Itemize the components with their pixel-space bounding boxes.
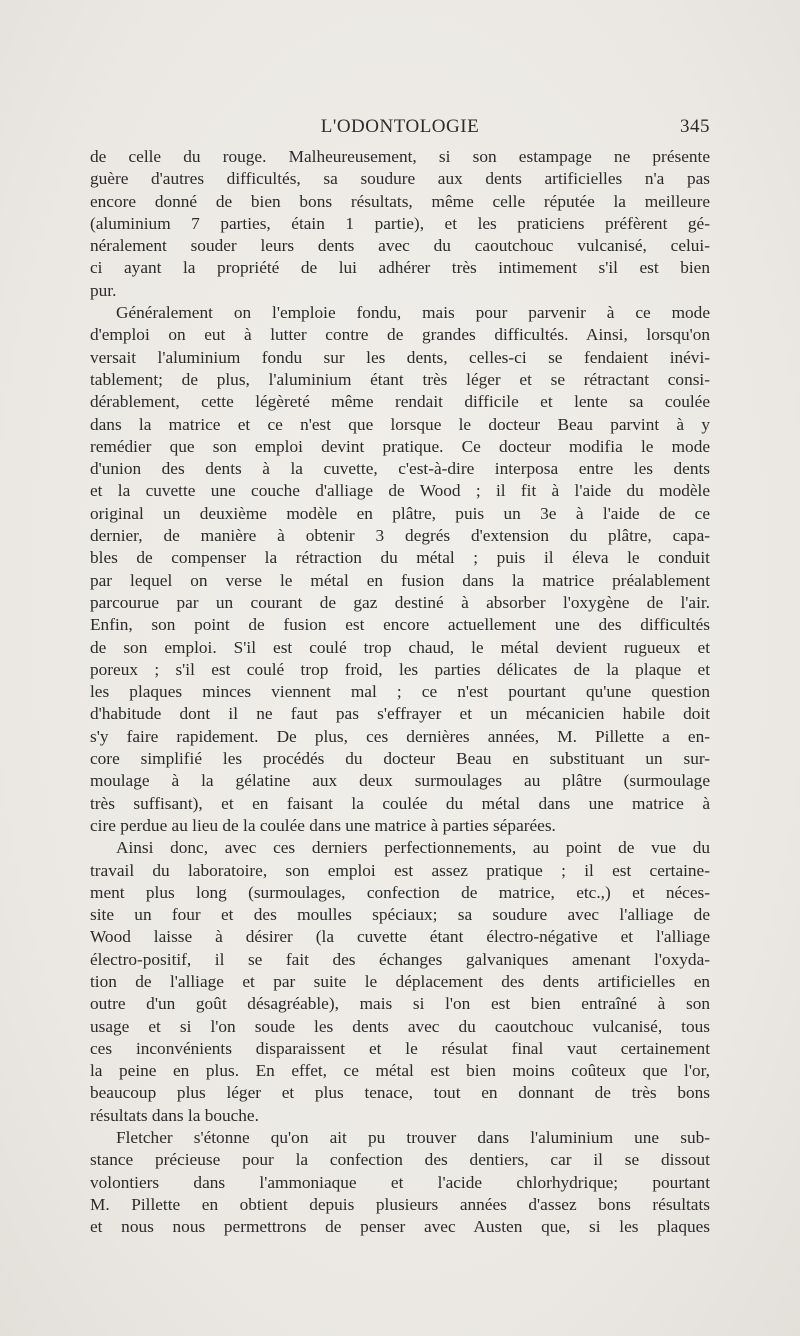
text-line: électro-positif, il se fait des échanges galvaniques amenant l'oxyda- — [90, 949, 710, 969]
text-line: de celle du rouge. Malheureusement, si son estampage ne présente — [90, 147, 710, 166]
text-line: dans la matrice et ce n'est que lorsque le docteur Beau parvint à y — [90, 414, 710, 434]
text-line: poreux ; s'il est coulé trop froid, les parties délicates de la plaque et — [90, 659, 710, 679]
text-line: les plaques minces viennent mal ; ce n'est pourtant qu'une question — [90, 682, 710, 702]
text-line: cire perdue au lieu de la coulée dans une matrice à parties séparées. — [90, 815, 556, 835]
text-line: d'union des dents à la cuvette, c'est-à-dire interposa entre les dents — [90, 459, 710, 479]
text-line: beaucoup plus léger et plus tenace, tout en donnant de très bons — [90, 1083, 710, 1103]
text-line: s'y faire rapidement. De plus, ces dernières années, M. Pillette a en- — [90, 726, 710, 746]
text-line: d'emploi on eut à lutter contre de grandes difficultés. Ainsi, lorsqu'on — [90, 325, 710, 345]
text-line: dérablement, cette légèreté même rendait difficile et lente sa coulée — [90, 392, 710, 412]
text-line: (aluminium 7 parties, étain 1 partie), et les praticiens préfèrent gé- — [90, 213, 710, 233]
text-line: travail du laboratoire, son emploi est assez pratique ; il est certaine- — [90, 860, 710, 880]
text-line: usage et si l'on soude les dents avec du caoutchouc vulcanisé, tous — [90, 1016, 710, 1036]
text-line: par lequel on verse le métal en fusion dans la matrice préalablement — [90, 570, 710, 590]
running-header — [90, 116, 710, 140]
text-line: guère d'autres difficultés, sa soudure aux dents artificielles n'a pas — [90, 169, 710, 189]
text-line: Enfin, son point de fusion est encore actuellement une des difficultés — [90, 615, 710, 635]
text-line: encore donné de bien bons résultats, même celle réputée la meilleure — [90, 191, 710, 211]
text-line: ci ayant la propriété de lui adhérer très intimement s'il est bien — [90, 258, 710, 278]
text-line: Fletcher s'étonne qu'on ait pu trouver dans l'aluminium une sub- — [116, 1128, 710, 1148]
text-line: M. Pillette en obtient depuis plusieurs années d'assez bons résultats — [90, 1194, 710, 1214]
text-line: stance précieuse pour la confection des dentiers, car il se dissout — [90, 1150, 710, 1170]
text-line: parcourue par un courant de gaz destiné à absorber l'oxygène de l'air. — [90, 592, 710, 612]
text-line: tablement; de plus, l'aluminium étant très léger et se rétractant consi- — [90, 369, 710, 389]
text-line: bles de compenser la rétraction du métal ; puis il éleva le conduit — [90, 548, 710, 568]
body-text — [90, 146, 710, 1239]
text-line: Ainsi donc, avec ces derniers perfectionnements, au point de vue du — [116, 838, 710, 858]
text-line: core simplifié les procédés du docteur Beau en substituant un sur- — [90, 749, 710, 769]
text-line: remédier que son emploi devint pratique. Ce docteur modifia le mode — [90, 436, 710, 456]
text-line: pur. — [90, 280, 117, 300]
text-line: moulage à la gélatine aux deux surmoulages au plâtre (surmoulage — [90, 771, 710, 791]
text-line: résultats dans la bouche. — [90, 1105, 259, 1125]
running-title: L'ODONTOLOGIE — [320, 116, 480, 137]
text-line: Wood laisse à désirer (la cuvette étant électro-négative et l'alliage — [90, 927, 710, 947]
text-line: ces inconvénients disparaissent et le résulat final vaut certainement — [90, 1038, 710, 1058]
text-line: Généralement on l'emploie fondu, mais pour parvenir à ce mode — [116, 303, 710, 323]
text-line: et nous nous permettrons de penser avec Austen que, si les plaques — [90, 1217, 710, 1237]
text-line: d'habitude dont il ne faut pas s'effrayer et un mécanicien habile doit — [90, 704, 710, 724]
text-line: original un deuxième modèle en plâtre, puis un 3e à l'aide de ce — [90, 503, 710, 523]
text-line: très suffisant), et en faisant la coulée du métal dans une matrice à — [90, 793, 710, 813]
text-line: versait l'aluminium fondu sur les dents, celles-ci se fendaient inévi- — [90, 347, 710, 367]
text-line: volontiers dans l'ammoniaque et l'acide chlorhydrique; pourtant — [90, 1172, 710, 1192]
text-line: outre d'un goût désagréable), mais si l'on est bien entraîné à son — [90, 994, 710, 1014]
text-line: néralement souder leurs dents avec du caoutchouc vulcanisé, celui- — [90, 236, 710, 256]
text-line: de son emploi. S'il est coulé trop chaud, le métal devient rugueux et — [90, 637, 710, 657]
text-line: et la cuvette une couche d'alliage de Wood ; il fit à l'aide du modèle — [90, 481, 710, 501]
text-line: la peine en plus. En effet, ce métal est bien moins coûteux que l'or, — [90, 1061, 710, 1081]
text-line: ment plus long (surmoulages, confection de matrice, etc.,) et néces- — [90, 882, 710, 902]
text-line: tion de l'alliage et par suite le déplacement des dents artificielles en — [90, 971, 710, 991]
page-number: 345 — [680, 116, 710, 137]
text-line: site un four et des moulles spéciaux; sa soudure avec l'alliage de — [90, 905, 710, 925]
text-line: dernier, de manière à obtenir 3 degrés d'extension du plâtre, capa- — [90, 526, 710, 546]
